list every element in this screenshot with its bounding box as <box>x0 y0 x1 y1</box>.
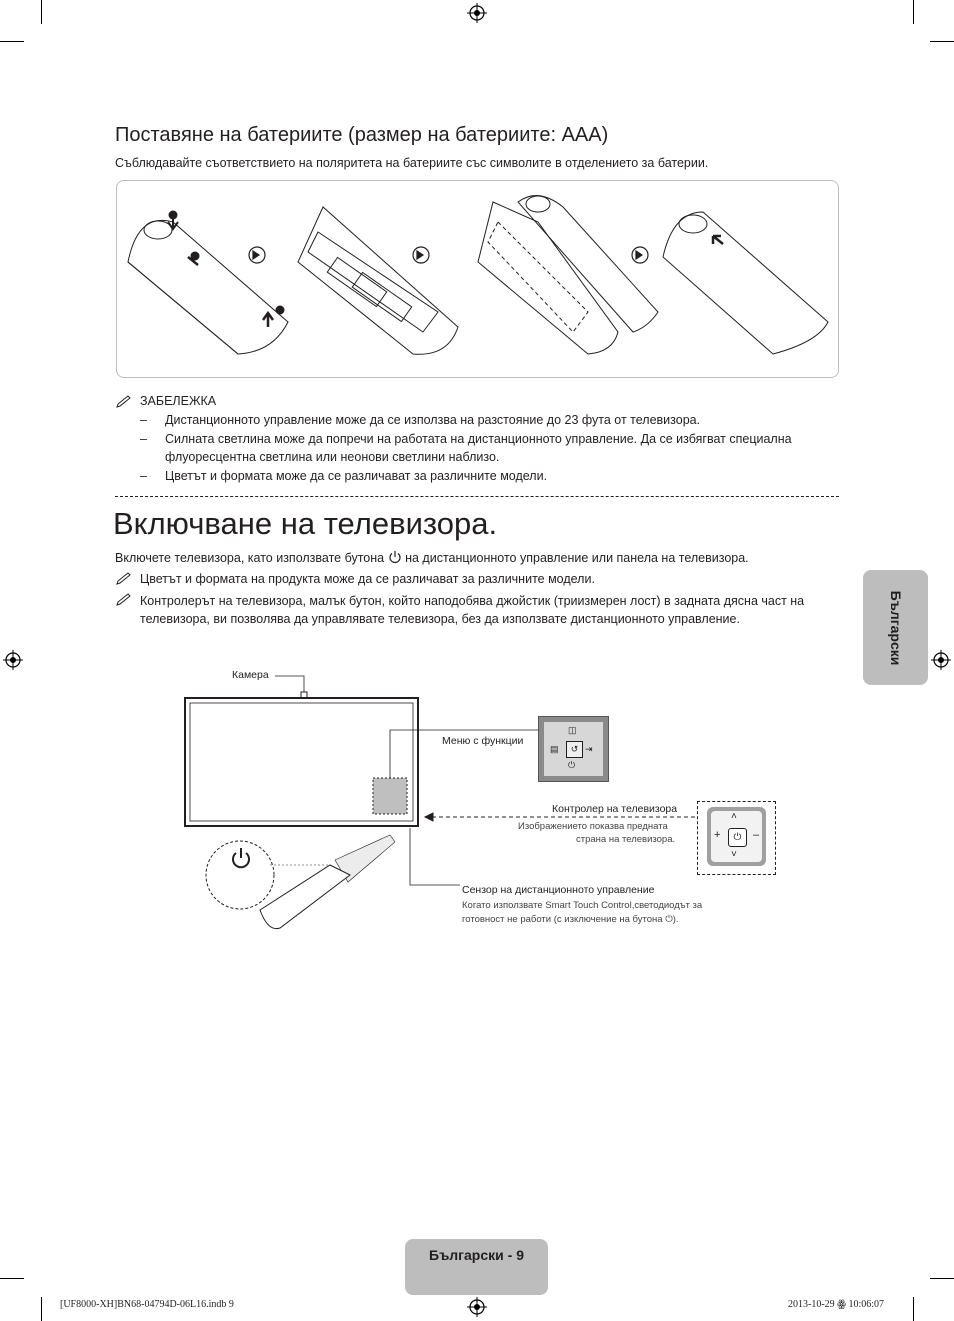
note-pencil-icon <box>116 396 132 408</box>
registration-mark-icon <box>467 3 487 23</box>
controller-up-icon: ˄ <box>731 811 737 822</box>
power-note-2-cont: телевизора, ви позволява да управлявате телевизора, без да използвате дистанционното управление. <box>140 612 740 626</box>
registration-mark-icon <box>3 650 23 670</box>
side-tab-label: Български <box>887 590 904 665</box>
note-item: флуоресцентна светлина или неонови светлини наблизо. <box>165 450 500 464</box>
power-note-2: Контролерът на телевизора, малък бутон, който наподобява джойстик (триизмерен лост) в задната дясна част на <box>140 594 805 608</box>
page-number: Български - 9 <box>429 1247 524 1263</box>
note-pencil-icon <box>116 594 132 606</box>
crop-mark <box>930 1278 954 1279</box>
crop-mark <box>41 0 42 24</box>
battery-section-intro: Съблюдавайте съответствието на поляритета на батериите със символите в отделението за батерии. <box>115 156 709 170</box>
tv-controller-label: Контролер на телевизора <box>552 803 678 815</box>
function-menu-power-icon: ⏻ <box>568 760 576 770</box>
function-menu-menu-icon: ▤ <box>550 744 559 754</box>
power-icon: ⏻ <box>662 914 673 925</box>
note-dash: – <box>140 413 147 427</box>
note-label: ЗАБЕЛЕЖКА <box>140 394 217 408</box>
crop-mark <box>913 0 914 24</box>
section-divider <box>115 496 839 497</box>
controller-plus-icon: + <box>714 829 721 841</box>
camera-label: Камера <box>232 669 269 681</box>
power-icon <box>388 550 402 564</box>
tv-controller-box <box>697 801 776 875</box>
crop-mark <box>0 41 24 42</box>
crop-mark <box>41 1297 42 1321</box>
remote-sensor-desc: готовност не работи (с изключение на бутона ⏻). <box>462 914 679 925</box>
language-side-tab <box>863 570 928 685</box>
tv-controller-desc: страна на телевизора. <box>576 834 676 845</box>
print-date-info: 2013-10-29 ꙮ 10:06:07 <box>788 1299 885 1310</box>
note-dash: – <box>140 432 147 446</box>
power-intro <box>115 549 749 567</box>
function-menu-return-icon: ↺ <box>566 741 583 758</box>
power-intro-before: Включете телевизора, като използвате бутона <box>115 551 385 565</box>
function-menu-panel <box>538 716 609 782</box>
tv-controller-desc: Изображението показва предната <box>518 821 668 832</box>
crop-mark <box>0 1278 24 1279</box>
battery-section-title: Поставяне на батериите (размер на батериите: AAA) <box>115 124 609 146</box>
controller-down-icon: ˅ <box>731 849 737 860</box>
print-file-info: [UF8000-XH]BN68-04794D-06L16.indb 9 <box>60 1299 234 1310</box>
remote-sensor-label: Сензор на дистанционното управление <box>462 884 655 896</box>
page-number-tab <box>405 1239 548 1295</box>
registration-mark-icon <box>467 1297 487 1317</box>
controller-power-icon: ⏻ <box>728 828 747 847</box>
note-item: Дистанционното управление може да се използва на разстояние до 23 фута от телевизора. <box>165 413 701 427</box>
note-dash: – <box>140 469 147 483</box>
function-menu-label: Меню с функции <box>442 735 524 747</box>
note-item: Силната светлина може да попречи на работата на дистанционното управление. Да се избягват специална <box>165 432 792 446</box>
power-intro-after: на дистанционното управление или панела на телевизора. <box>405 551 749 565</box>
remote-sensor-desc: Когато използвате Smart Touch Control,светодиодът за <box>462 900 703 911</box>
battery-steps-illustration <box>118 182 836 374</box>
note-pencil-icon <box>116 573 132 585</box>
crop-mark <box>930 41 954 42</box>
controller-minus-icon: – <box>753 829 760 841</box>
registration-mark-icon <box>931 650 951 670</box>
function-menu-source-icon: ◫ <box>568 725 577 735</box>
function-menu-input-icon: ⇥ <box>585 744 593 754</box>
power-note-1: Цветът и формата на продукта може да се различават за различните модели. <box>140 572 595 586</box>
power-section-title: Включване на телевизора. <box>113 506 498 541</box>
note-item: Цветът и формата може да се различават за различните модели. <box>165 469 548 483</box>
crop-mark <box>913 1297 914 1321</box>
